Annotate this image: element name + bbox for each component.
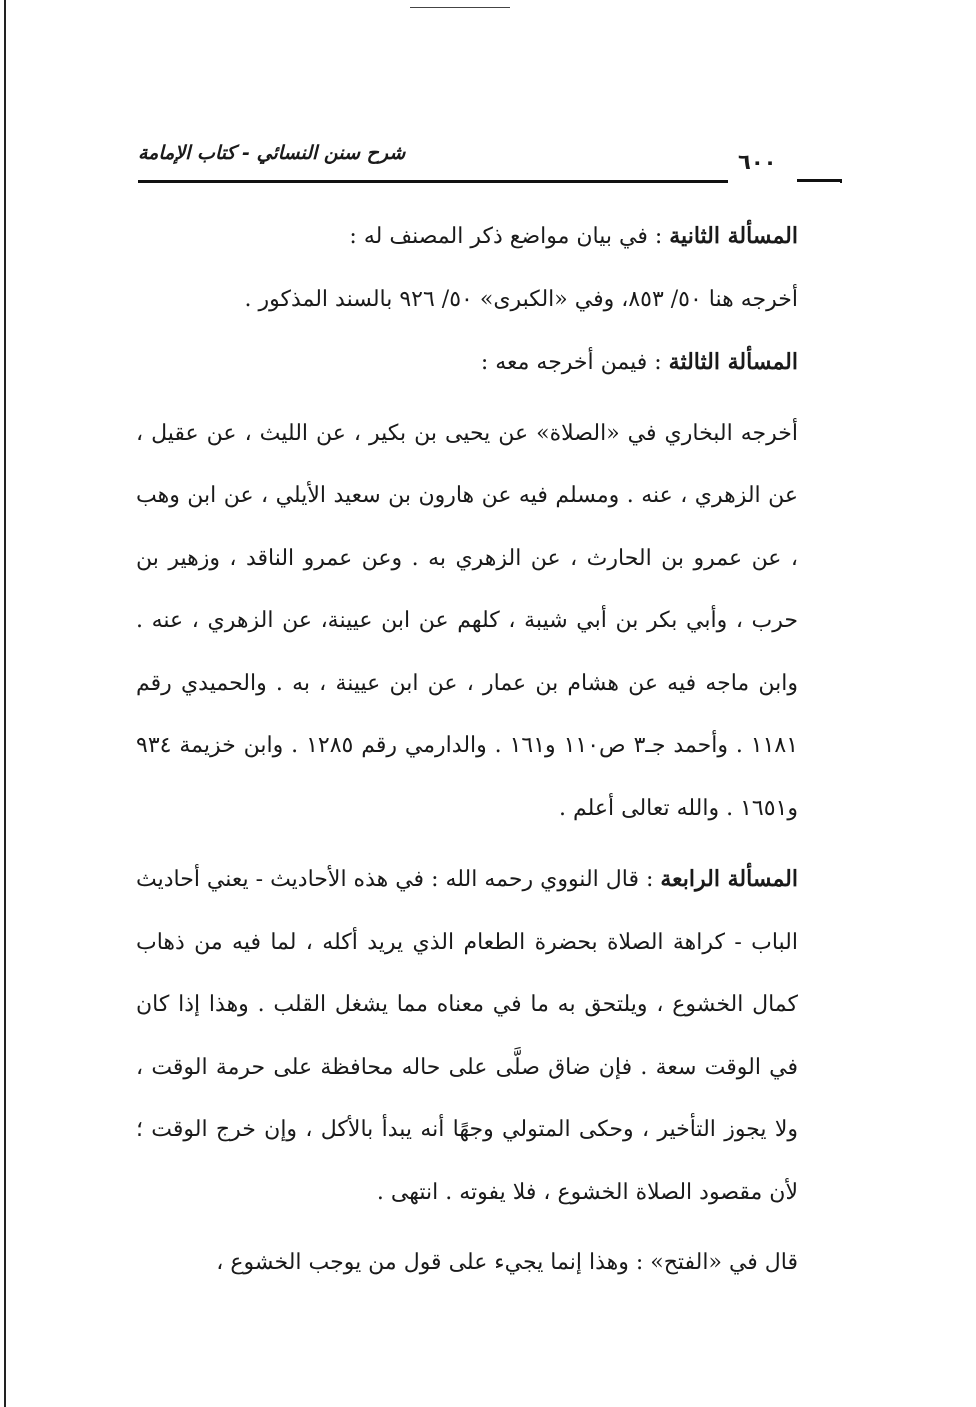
section-4-text: : قال النووي رحمه الله : في هذه الأحاديث - يعني أحاديث الباب - كراهة الصلاة بحضرة الطعام الذي يريد أكله ، لما فيه من ذهاب كمال الخشوع ، ويلتحق به ما في معناه مما يشغل القلب . وهذا إذا كان في الوقت سعة . فإن ضاق صلَّى على حاله محافظة على حرمة الوقت ، ولا يجوز التأخير ، وحكى المتولي وجهًا أنه يبدأ بالأكل ، وإن خرج الوقت ؛ لأن مقصود الصلاة الخشوع ، فلا يفوته . انتهى . xyxy=(136,867,798,1205)
page-number: ٦٠٠ xyxy=(738,150,777,174)
section-2-title-text: : في بيان مواضع ذكر المصنف له : xyxy=(349,224,663,249)
section-2-title-line xyxy=(136,205,848,269)
page-left-border xyxy=(4,0,6,1407)
section-3-body: أخرجه البخاري في «الصلاة» عن يحيى بن بكير ، عن الليث ، عن عقيل ، عن الزهري ، عنه . ومسلم فيه عن هارون بن سعيد الأيلي ، عن ابن وهب ، عن عمرو بن الحارث ، عن الزهري به . وعن عمرو الناقد ، وزهير بن حرب ، وأبي بكر بن أبي شيبة ، كلهم عن ابن عيينة، عن الزهري ، عنه . وابن ماجه فيه عن هشام بن عمار ، عن ابن عيينة ، به . والحميدي رقم ١١٨١ . وأحمد جـ٣ ص١١٠ و١٦١ . والدارمي رقم ١٢٨٥ . وابن خزيمة ٩٣٤ و١٦٥١ . والله تعالى أعلم . xyxy=(136,420,799,821)
section-4-heading: المسألة الرابعة xyxy=(660,866,798,892)
page-number-dash xyxy=(797,179,842,182)
section-4-paragraph xyxy=(136,848,848,1224)
section-3-title-text: : فيمن أخرجه معه : xyxy=(480,350,662,375)
running-header xyxy=(130,140,842,190)
page-body xyxy=(136,205,848,1295)
top-scan-mark xyxy=(410,7,510,8)
section-2-body: أخرجه هنا ٥٠/ ٨٥٣، وفي «الكبرى» ٥٠/ ٩٢٦ بالسند المذكور . xyxy=(244,286,798,312)
section-2-heading: المسألة الثانية xyxy=(669,223,798,249)
section-3-heading: المسألة الثالثة xyxy=(668,349,798,375)
section-3-title-line xyxy=(136,331,848,395)
section-5-paragraph: قال في «الفتح» : وهذا إنما يجيء على قول من يوجب الخشوع ، xyxy=(216,1250,798,1275)
header-title: شرح سنن النسائي - كتاب الإمامة xyxy=(138,142,406,164)
